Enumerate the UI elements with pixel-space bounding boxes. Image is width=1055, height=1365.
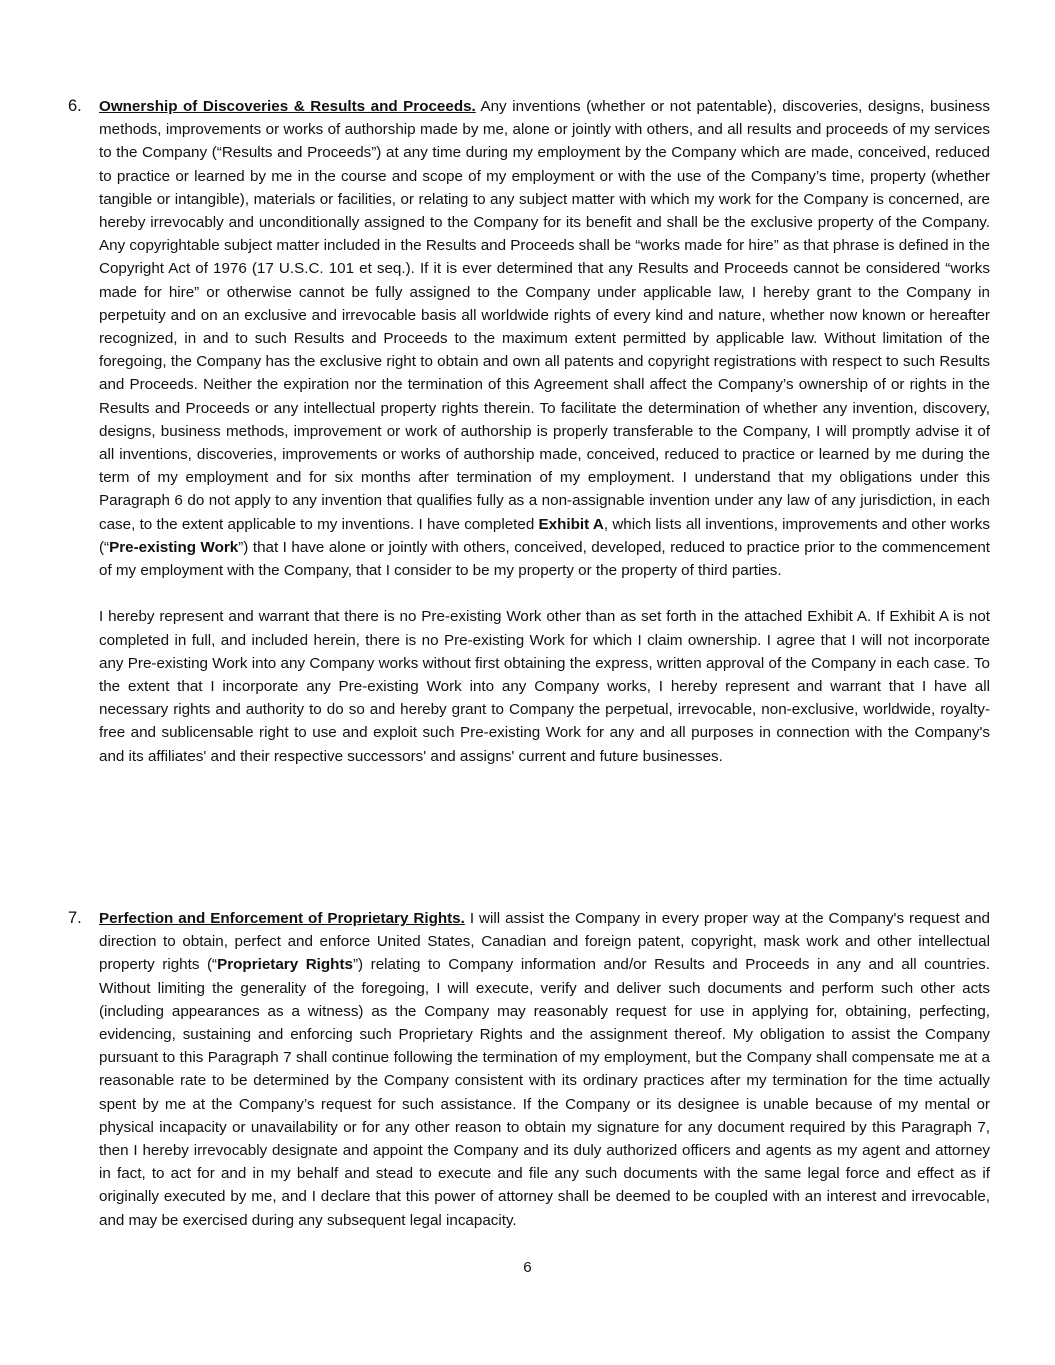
paragraph-text: ”) that I have alone or jointly with others, conceived, developed, reduced to practice prior to the commencement of my employment with the Company, that I consider to be my property or the property of third parties.	[99, 538, 990, 580]
paragraph: I hereby represent and warrant that there is no Pre-existing Work other than as set forth in the attached Exhibit A. If Exhibit A is not completed in full, and included herein, there is no Pre-existing Work for which I claim ownership. I agree that I will not incorporate any Pre-existing Work into any Company works without first obtaining the express, written approval of the Company in each case. To the extent that I incorporate any Pre-existing Work into any Company works, I hereby represent and warrant that I have all necessary rights and authority to do so and hereby grant to Company the perpetual, irrevocable, non-exclusive, worldwide, royalty-free and sublicensable right to use and exploit such Pre-existing Work for any and all purposes in connection with the Company's and its affiliates' and their respective successors' and assigns' current and future businesses.	[99, 608, 990, 765]
section-number: 7.	[68, 909, 82, 927]
section-number: 6.	[68, 97, 82, 115]
paragraph	[99, 907, 990, 1232]
paragraph	[99, 95, 990, 582]
section-body	[99, 95, 990, 768]
paragraph-text: Any inventions (whether or not patentable), discoveries, designs, business methods, improvements or works of authorship made by me, alone or jointly with others, and all results and proceeds of my services to the Company (“Results and Proceeds”) at any time during my employment by the Company which are made, conceived, reduced to practice or learned by me in the course and scope of my employment or with the use of the Company’s time, property (whether tangible or intangible), materials or facilities, or relating to any subject matter with which my work for the Company is concerned, are hereby irrevocably and unconditionally assigned to the Company for its benefit and shall be the exclusive property of the Company. Any copyrightable subject matter included in the Results and Proceeds shall be “works made for hire” as that phrase is defined in the Copyright Act of 1976 (17 U.S.C. 101 et seq.). If it is ever determined that any Results and Proceeds cannot be considered “works made for hire” or otherwise cannot be fully assigned to the Company under applicable law, I hereby grant to the Company in perpetuity and on an exclusive and irrevocable basis all worldwide rights of every kind and nature, whether now known or hereafter recognized, in and to such Results and Proceeds to the maximum extent permitted by applicable law. Without limitation of the foregoing, the Company has the exclusive right to obtain and own all patents and copyright registrations with respect to such Results and Proceeds. Neither the expiration nor the termination of this Agreement shall affect the Company’s ownership of or rights in the Results and Proceeds or any intellectual property rights therein. To facilitate the determination of whether any invention, discovery, designs, business methods, improvement or work of authorship is properly transferable to the Company, I will promptly advise it of all inventions, discoveries, improvements or works of authorship made, conceived, reduced to practice or learned by me during the term of my employment and for six months after termination of my employment. I understand that my obligations under this Paragraph 6 do not apply to any invention that qualifies fully as a non-assignable invention under any law of any jurisdiction, in each case, to the extent applicable to my inventions. I have completed	[99, 98, 990, 533]
paragraph-text: ”) relating to Company information and/or Results and Proceeds in any and all countries. Without limiting the generality of the foregoing, I will execute, verify and deliver such documents and perform such other acts (including appearances as a witness) as the Company may reasonably request for use in applying for, obtaining, perfecting, evidencing, sustaining and enforcing such Proprietary Rights and the assignment thereof. My obligation to assist the Company pursuant to this Paragraph 7 shall continue following the termination of my employment, but the Company shall compensate me at a reasonable rate to be determined by the Company consistent with its ordinary practices after my termination for the time actually spent by me at the Company’s request for such assistance. If the Company or its designee is unable because of my mental or physical incapacity or unavailability or for any other reason to obtain my signature for any document required by this Paragraph 7, then I hereby irrevocably designate and appoint the Company and its duly authorized officers and agents as my agent and attorney in fact, to act for and in my behalf and stead to execute and file any such documents with the same legal force and effect as if originally executed by me, and I declare that this power of attorney shall be deemed to be coupled with an interest and irrevocable, and may be exercised during any subsequent legal incapacity.	[99, 956, 990, 1229]
page-number: 6	[523, 1259, 532, 1276]
paragraph-text: , which lists all inventions, improvements and other works (“	[99, 515, 990, 556]
paragraph-text: I will assist the Company in every proper way at the Company's request and direction to obtain, perfect and enforce United States, Canadian and foreign patent, copyright, mask work and other intellectual property rights (“	[99, 910, 990, 974]
bold-term-proprietary-rights: Proprietary Rights	[217, 956, 353, 974]
section-heading: Perfection and Enforcement of Proprietary Rights.	[99, 910, 465, 927]
section-body	[99, 907, 990, 1232]
section-7	[68, 907, 990, 1232]
bold-term-pre-existing-work: Pre-existing Work	[109, 538, 239, 556]
section-6	[68, 95, 990, 768]
section-heading: Ownership of Discoveries & Results and Proceeds.	[99, 98, 476, 115]
bold-term-exhibit-a: Exhibit A	[538, 515, 604, 533]
